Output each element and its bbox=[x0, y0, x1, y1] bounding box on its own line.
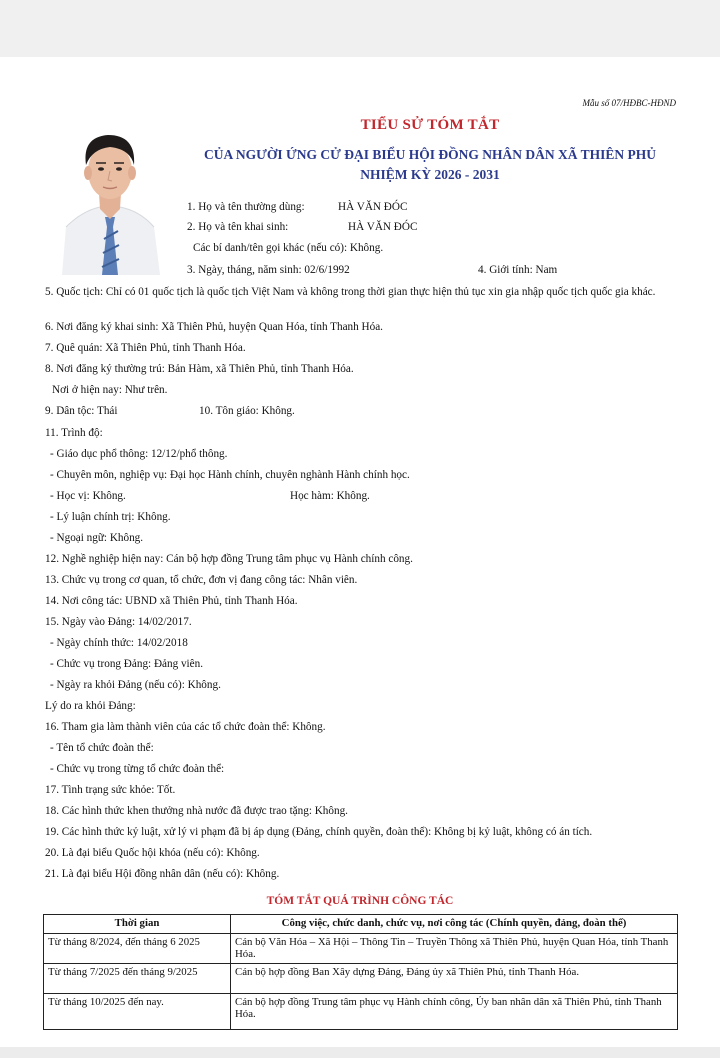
field-occupation: 12. Nghề nghiệp hiện nay: Cán bộ hợp đồng Trung tâm phục vụ Hành chính công. bbox=[45, 553, 413, 565]
field-common-name-value: HÀ VĂN ĐÓC bbox=[338, 201, 408, 213]
viewer-top-bar bbox=[0, 0, 720, 57]
table-cell-work: Cán bộ hợp đồng Ban Xây dựng Đảng, Đảng ủy xã Thiên Phủ, tỉnh Thanh Hóa. bbox=[231, 964, 678, 994]
field-religion: 10. Tôn giáo: Không. bbox=[199, 405, 295, 417]
document-page bbox=[0, 57, 720, 1047]
field-party-position: - Chức vụ trong Đảng: Đảng viên. bbox=[50, 658, 204, 670]
field-specialization: - Chuyên môn, nghiệp vụ: Đại học Hành chính, chuyên nghành Hành chính học. bbox=[50, 469, 410, 481]
field-degree: - Học vị: Không. bbox=[50, 490, 126, 502]
viewer-bottom-strip bbox=[0, 1047, 720, 1058]
field-hometown: 7. Quê quán: Xã Thiên Phủ, tỉnh Thanh Hóa. bbox=[45, 342, 246, 354]
field-birth-date: 3. Ngày, tháng, năm sinh: 02/6/1992 bbox=[187, 264, 350, 276]
table-row bbox=[44, 964, 678, 994]
column-header-time: Thời gian bbox=[44, 915, 231, 934]
field-party-official-date: - Ngày chính thức: 14/02/2018 bbox=[50, 637, 188, 649]
table-cell-time: Từ tháng 8/2024, đến tháng 6 2025 bbox=[44, 934, 231, 964]
field-organization-name: - Tên tổ chức đoàn thể: bbox=[50, 742, 154, 754]
work-history-title: TÓM TẮT QUÁ TRÌNH CÔNG TÁC bbox=[266, 895, 454, 907]
field-birth-name-label: 2. Họ và tên khai sinh: bbox=[187, 221, 289, 233]
field-party-join-date: 15. Ngày vào Đảng: 14/02/2017. bbox=[45, 616, 192, 628]
field-organizations: 16. Tham gia làm thành viên của các tổ chức đoàn thể: Không. bbox=[45, 721, 326, 733]
field-ethnicity: 9. Dân tộc: Thái bbox=[45, 405, 118, 417]
field-organization-position: - Chức vụ trong từng tổ chức đoàn thể: bbox=[50, 763, 225, 775]
field-awards: 18. Các hình thức khen thưởng nhà nước đã được trao tặng: Không. bbox=[45, 805, 348, 817]
field-nationality: 5. Quốc tịch: Chỉ có 01 quốc tịch là quốc tịch Việt Nam và không trong thời gian thực hiện thủ tục xin gia nhập quốc tịch quốc gia khác. bbox=[45, 286, 656, 298]
field-peoples-council: 21. Là đại biểu Hội đồng nhân dân (nếu có): Không. bbox=[45, 868, 280, 880]
field-workplace: 14. Nơi công tác: UBND xã Thiên Phủ, tỉnh Thanh Hóa. bbox=[45, 595, 298, 607]
table-cell-work: Cán bộ hợp đồng Trung tâm phục vụ Hành chính công, Ủy ban nhân dân xã Thiên Phủ, tỉnh Thanh Hóa. bbox=[231, 994, 678, 1030]
field-foreign-language: - Ngoại ngữ: Không. bbox=[50, 532, 144, 544]
table-row bbox=[44, 994, 678, 1030]
field-party-leave-reason: Lý do ra khỏi Đảng: bbox=[45, 700, 136, 712]
field-common-name-label: 1. Họ và tên thường dùng: bbox=[187, 201, 305, 213]
field-permanent-residence: 8. Nơi đăng ký thường trú: Bản Hàm, xã Thiên Phủ, tỉnh Thanh Hóa. bbox=[45, 363, 354, 375]
form-code: Mẫu số 07/HĐBC-HĐND bbox=[582, 98, 676, 108]
term-subtitle: NHIỆM KỲ 2026 - 2031 bbox=[360, 167, 500, 182]
field-education-heading: 11. Trình độ: bbox=[45, 427, 103, 439]
field-health: 17. Tình trạng sức khỏe: Tốt. bbox=[45, 784, 176, 796]
field-party-leave-date: - Ngày ra khỏi Đảng (nếu có): Không. bbox=[50, 679, 221, 691]
table-row bbox=[44, 934, 678, 964]
field-discipline: 19. Các hình thức kỷ luật, xử lý vi phạm đã bị áp dụng (Đảng, chính quyền, đoàn thể): Không bị kỷ luật, không có án tích. bbox=[45, 826, 593, 838]
field-general-education: - Giáo dục phổ thông: 12/12/phổ thông. bbox=[50, 448, 228, 460]
field-gender: 4. Giới tính: Nam bbox=[478, 264, 558, 276]
field-national-assembly: 20. Là đại biểu Quốc hội khóa (nếu có): Không. bbox=[45, 847, 260, 859]
table-cell-time: Từ tháng 10/2025 đến nay. bbox=[44, 994, 231, 1030]
document-subtitle: CỦA NGƯỜI ỨNG CỬ ĐẠI BIỂU HỘI ĐỒNG NHÂN DÂN XÃ THIÊN PHỦ bbox=[203, 147, 657, 162]
table-header-row bbox=[44, 915, 678, 934]
field-current-residence: Nơi ở hiện nay: Như trên. bbox=[52, 384, 168, 396]
field-alias: Các bí danh/tên gọi khác (nếu có): Không. bbox=[193, 242, 384, 254]
table-cell-time: Từ tháng 7/2025 đến tháng 9/2025 bbox=[44, 964, 231, 994]
document-title: TIỂU SỬ TÓM TẮT bbox=[360, 117, 500, 133]
work-history-table bbox=[43, 914, 678, 1030]
field-academic-title: Học hàm: Không. bbox=[290, 490, 370, 502]
table-cell-work: Cán bộ Văn Hóa – Xã Hội – Thông Tin – Truyền Thông xã Thiên Phủ, huyện Quan Hóa, tỉnh Thanh Hóa. bbox=[231, 934, 678, 964]
column-header-work: Công việc, chức danh, chức vụ, nơi công tác (Chính quyền, đảng, đoàn thể) bbox=[231, 915, 678, 934]
field-birth-registration: 6. Nơi đăng ký khai sinh: Xã Thiên Phủ, huyện Quan Hóa, tỉnh Thanh Hóa. bbox=[45, 321, 383, 333]
field-birth-name-value: HÀ VĂN ĐÓC bbox=[348, 221, 418, 233]
field-position: 13. Chức vụ trong cơ quan, tổ chức, đơn vị đang công tác: Nhân viên. bbox=[45, 574, 358, 586]
field-political-theory: - Lý luận chính trị: Không. bbox=[50, 511, 171, 523]
